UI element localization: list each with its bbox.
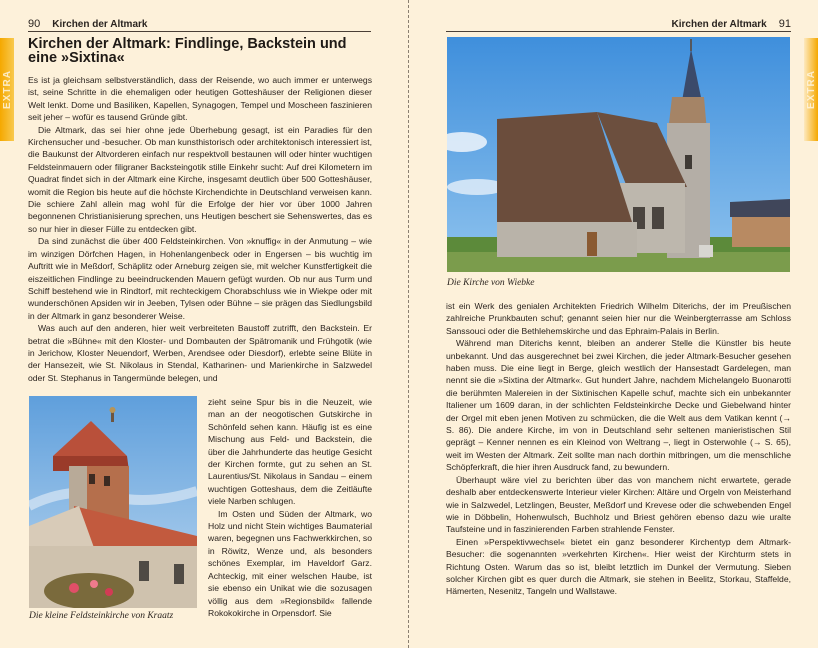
photo-caption-wiebke: Die Kirche von Wiebke bbox=[447, 278, 535, 288]
right-page-number: 91 bbox=[778, 18, 791, 30]
photo-caption-kraatz: Die kleine Feldsteinkirche von Kraatz bbox=[29, 611, 174, 621]
paragraph: Einen »Perspektivwechsel« bietet ein ganz besonderer Kirchentyp dem Altmark-Besucher: die sogenannten »verkehrten Kirchen«. Hier weist der Kirchturm stets in Richtung Osten. Warum das so ist, bleibt letztlich im Dunkel der Vermutung. Sieben solcher Kirchen gibt es quer durch die Altmark, sie stehen in Beelitz, Storkau, Staffelde, Hämerten, Nesenitz, Tangeln und Wallstawe. bbox=[446, 536, 791, 597]
right-running-head-text: Kirchen der Altmark bbox=[671, 19, 767, 30]
left-running-head bbox=[28, 18, 371, 32]
left-extra-tab bbox=[0, 38, 14, 141]
paragraph: Im Osten und Süden der Altmark, wo Holz und nicht Stein wichtiges Baumaterial waren, begegnen uns Fachwerkkirchen, so in Röwitz, Wenze und, als besonders schönes Exemplar, im Haveldorf Garz. Achteckig, mit einer welschen Haube, ist sie ebenso ein Unikat wie die sozusagen völlig aus dem »Regionsbild« fallende Rokokokirche in Orpensdorf. Sie bbox=[208, 508, 372, 618]
church-photo-illustration bbox=[29, 396, 197, 608]
right-running-head bbox=[446, 18, 791, 32]
right-body bbox=[446, 300, 791, 598]
right-extra-tab bbox=[804, 38, 818, 141]
left-body-narrow bbox=[208, 396, 372, 619]
left-body-full-width bbox=[28, 74, 372, 384]
paragraph: zieht seine Spur bis in die Neuzeit, wie man an der neogotischen Gutskirche in Schönfeld sehen kann. Häufig ist es eine Mischung aus Feld- und Backstein, die über die Jahrhunderte das heutige Gesicht der Kirchen formte, gut zu sehen an St. Laurentius/St. Nikolaus in Sandau – einem wuchtigen Gotteshaus, dem die Zeitläufte viele Narben schlugen. bbox=[208, 397, 372, 507]
left-running-head-text: Kirchen der Altmark bbox=[52, 19, 148, 30]
church-photo-illustration bbox=[447, 37, 790, 272]
paragraph: Die Altmark, das sei hier ohne jede Überhebung gesagt, ist ein Paradies für den Kirchensucher und -besucher. Ob man kunsthistorisch oder architektonisch interessiert ist, die Baukunst der Altvorderen einfach nur respektvoll bestaunen will oder hinter wuchtigen Feldsteinmauern oder filigraner Backsteingotik stille Einkehr sucht: Auf drei Kilometern im Quadrat findet sich in der Altmark eine Kirche, insgesamt deutlich über 500 Gotteshäuser, womit die Region bis heute auf die höchste Kirchendichte in Deutschland verweisen kann. Die schiere Zahl allein mag wohl für die Erfolge der hier vor über 1000 Jahren begonnenen Christianisierung sprechen, uns Heutigen beschert sie Sehenswertes, das es so nur hier in dieser Fülle zu entdecken gibt. bbox=[28, 124, 372, 234]
paragraph: ist ein Werk des genialen Architekten Friedrich Wilhelm Diterichs, der im Preußischen zahlreiche Prunkbauten schuf; genannt seien hier nur die Weinbergterrasse am Schloss Sanssouci oder die Bethlehemskirche und das Ephraim-Palais in Berlin. bbox=[446, 301, 791, 336]
article-title: Kirchen der Altmark: Findlinge, Backstein und eine »Sixtina« bbox=[28, 36, 347, 66]
paragraph: Es ist ja gleichsam selbstverständlich, dass der Reisende, wo auch immer er unterwegs ist, seine Schritte in die ehemaligen oder heutigen Gotteshäuser der Religionen dieser Welt lenkt. Dome und Basiliken, Kapellen, Synagogen, Tempel und Moscheen faszinieren seit jeher – wofür es tausend Gründe gibt. bbox=[28, 75, 372, 123]
left-extra-tab-label: EXTRA bbox=[1, 70, 13, 109]
paragraph: Während man Diterichs kennt, bleiben an anderer Stelle die Künstler bis heute unbekannt. Und das ausgerechnet bei zwei Kirchen, die jeder Altmark-Besucher gesehen haben muss. Die eine liegt in Berge, gleich westlich der Hansestadt Gardelegen, man nennt sie die »Sixtina der Altmark«. Gut hundert Jahre, nachdem Michelangelo Buonarotti die berühmten Malereien in der Sixtinischen Kapelle schuf, machte sich ein unbekannter Italiener um 1609 daran, in der schlichten Feldsteinkirche Decke und Giebelwand hinter der Orgel mit eben jenen Motiven zu schmücken, die die Welt aus dem Vatikan kennt (→ S. 86). Die andere Kirche, im von in Deutschland sehr seltenen manieristischen Stil geprägt – Kenner nennen es ein Kleinod von Weltrang –, liegt in Osterwohle (→ S. 65), weit im Westen der Altmark. Zeit sollte man nach dorthin mitbringen, um die menschliche Schöpferkraft, die hier ihren Ausdruck fand, zu bewundern. bbox=[446, 338, 791, 473]
paragraph: Überhaupt wäre viel zu berichten über das von manchem nicht erwartete, gerade deshalb aber entdeckenswerte Interieur vieler Kirchen: Altäre und Orgeln von Meisterhand wie in Salzwedel, Letzlingen, Beuster, Meßdorf und Krevese oder die schwebenden Engel wie in Döbbelin, Hohenwulsch, Buchholz und Briest gehören ebenso dazu wie uralte Taufsteine und in faszinierenden Farben strahlende Fenster. bbox=[446, 474, 791, 535]
photo-wiebke-church bbox=[447, 37, 790, 272]
photo-kraatz-church bbox=[29, 396, 197, 608]
right-extra-tab-label: EXTRA bbox=[805, 70, 817, 109]
left-page-number: 90 bbox=[28, 18, 41, 30]
paragraph: Da sind zunächst die über 400 Feldsteinkirchen. Von »knuffig« in der Anmutung – wie im winzigen Dörfchen Hagen, in Hohenlangenbeck oder in Engersen – bis wuchtig im Auftritt wie in Meßdorf, Schäplitz oder Arneburg zeigen sie, mit welcher Kunstfertigkeit die eiszeitlichen Findlinge zu beeindruckenden Mauern gefügt wurden. Ob nur aus Turm und Schiff bestehend wie in Rindtorf, mit rechteckigem Chorabschluss wie in Wiekpe oder mit wunderschönen Apsiden wir in Jeeben, Tylsen oder Bühne – sie prägen das Siedlungsbild in der Altmark in ganz besonderer Weise. bbox=[28, 236, 372, 321]
paragraph: Was auch auf den anderen, hier weit verbreiteten Baustoff zutrifft, den Backstein. Er betrat die »Bühne« mit den Kloster- und Dombauten der Spätromanik und Frühgotik (wie in Jerichow, Kloster Neuendorf, Werben, Arendsee oder Diesdorf), erlebte seine Blüte in der Hansezeit, wie St. Nikolaus in Stendal, Katharinen- und Marienkirche in Salzwedel oder St. Stephanus in Tangermünde belegen, und bbox=[28, 323, 372, 383]
